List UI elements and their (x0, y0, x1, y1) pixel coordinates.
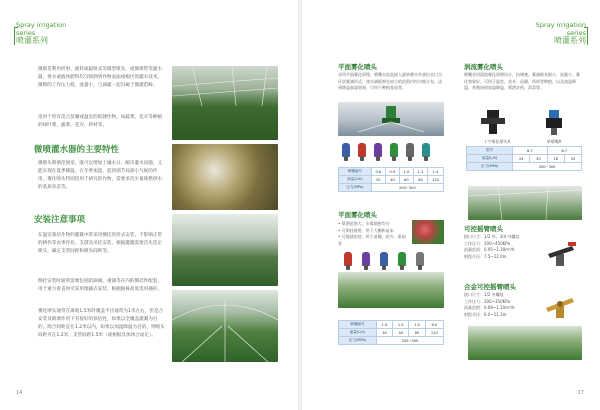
table-row (467, 155, 582, 163)
table-row (339, 184, 444, 192)
table-cell: 1.2 (413, 168, 427, 176)
table-row (339, 168, 444, 176)
table-cell: 0.9 (385, 168, 399, 176)
list-item: 工作压力：200~350KPa (464, 298, 510, 304)
table-row (467, 147, 582, 155)
list-item: 接口尺寸：1/2 外螺纹 (464, 292, 504, 297)
intro-paragraph: 微喷是利用折射、旋转或辐射式等微型喷头，或微喷带等灌水器，将水或液体肥料均匀喷洒到作物表面或根区的灌水技术。微喷的工作压力低，流量小，与滴灌一起归属于微灌范畴。 (38, 67, 163, 88)
table-cell: 喷嘴编号 (339, 168, 372, 176)
field-irrigation-photo (468, 326, 582, 360)
greenhouse-interior-photo (172, 214, 278, 286)
page-number-left: 14 (16, 390, 23, 396)
flat-mist-bullets (338, 221, 408, 247)
header-left (16, 22, 86, 45)
nozzle-red-icon (358, 143, 366, 157)
table-cell: 40 (393, 329, 409, 337)
table-cell: 40 (385, 176, 399, 184)
table-cell: 1.5 (409, 321, 425, 329)
rocker-spec-list (464, 234, 534, 260)
header-right-cn: 喷灌系列 (554, 36, 586, 45)
product-desc-flat-mist: 采用平面雾化原理，喷嘴水流直接入旋转喷头外部出水口呈环状雾滴形式，使水滴能够在较小的范围内均匀地分布，达到降温加湿效果，可用于种植育苗等。 (338, 72, 442, 91)
table-cell: 流量(L/h) (467, 155, 513, 163)
product-title-alloy-rocker: 合金可控摇臂喷头 (464, 283, 516, 291)
vortex-nozzle-a-photo (477, 108, 509, 138)
right-page (302, 0, 600, 410)
table-cell: 1.0 (376, 321, 392, 329)
table-cell: 压力(MPa) (467, 163, 513, 171)
greenhouse-frame-icon (172, 66, 278, 140)
table-cell: 60 (399, 176, 413, 184)
greenhouse-rows-photo (172, 290, 278, 362)
flat-mist-nozzle-photo (338, 102, 444, 136)
nozzle-blue-icon-2 (380, 252, 388, 266)
list-item: 流量范围：0.95~1.30m³/h (464, 247, 515, 253)
greenhouse-arch-icon (172, 290, 278, 362)
list-item: 射程半径：6.0~11.2m (464, 311, 507, 317)
table-cell: 喷嘴编号 (339, 321, 377, 329)
rose-garden-photo (412, 220, 444, 244)
vortex-greenhouse-photo (468, 186, 582, 220)
install-paragraph-1: 在温室栽培作物的灌溉中常采用倒挂的形式安装，不影响正常的耕作等农事作业，支撑及吊挂安装，根据灌溉需要首先选定喷头，确定支管间距和喷头间距等。 (38, 233, 163, 254)
product-title-vortex-mist: 涡流雾化喷头 (464, 63, 503, 71)
table-cell: 1.4 (428, 168, 444, 176)
install-paragraph-2: 倒挂安装时通常需要包括防滴阀，重锤等在内的倒挂件配套，用于重力垂直时可采用地插式安装，根据植株高度选用插杆。 (38, 279, 163, 292)
vortex-nozzle-b-photo (538, 108, 570, 138)
table-cell: 30 (376, 329, 392, 337)
table-cell: 30 (530, 155, 547, 163)
table-cell: 8.7 (513, 147, 547, 155)
page-number-right: 17 (577, 390, 584, 396)
table-cell: 型号 (467, 147, 513, 155)
nozzle-purple-icon-2 (362, 252, 370, 266)
table-cell: 流量(L/h) (339, 176, 372, 184)
nozzle-blue-icon (342, 143, 350, 157)
list-item: 流量范围：0.69~1.10m³/h (464, 305, 515, 311)
section-title-features: 微喷灌水器的主要特性 (34, 145, 120, 155)
table-cell: 24 (513, 155, 530, 163)
table-cell: 6.7 (547, 147, 581, 155)
section-title-install: 安装注意事项 (34, 215, 86, 225)
nozzle-green-icon (390, 143, 398, 157)
table-row (339, 176, 444, 184)
nozzle-purple-icon (374, 143, 382, 157)
table-cell: 200~300 (371, 184, 443, 192)
product-title-flat-mist: 平面雾化喷头 (338, 63, 377, 71)
alloy-sprinkler-icon (538, 288, 582, 320)
table-cell: 6.0 (425, 321, 443, 329)
vortex-nozzle-a-label: 十字雾化喷头A (483, 139, 511, 144)
table-cell: 1.0 (399, 168, 413, 176)
nozzle-red-icon-2 (344, 252, 352, 266)
nozzle-gray-icon (406, 143, 414, 157)
table-cell: 200~300 (513, 163, 582, 171)
cross-nozzle-icon (477, 108, 509, 138)
product-desc-vortex-mist: 喷嘴采用涡流雾化原理设计，抗堵塞，雾滴极其细小，流量小，雾化效果好，可用于温室、花卉、苗圃、药材等种植，以及加湿降温、养殖场的加湿降温，喷洒农药、消毒等。 (464, 72, 580, 91)
table-cell: 20 (371, 176, 385, 184)
nozzle-green-icon-2 (398, 252, 406, 266)
install-paragraph-3: 雾化喷头通常在离地1.5米时覆盖半径通常为1米左右，但是合安装及喷洒作用下有很好的预估性，如果以全覆盖灌溉为目的，组合间距宜在1.2米以内，如果以加湿降温为目的，则喷头间距可在1.2米，支管间距1.5米（或根据具体场合而定）。 (38, 309, 165, 338)
table-cell: 200~300 (376, 337, 443, 345)
table-cell: 80 (413, 176, 427, 184)
table-cell: 压力(MPa) (339, 184, 372, 192)
table-cell: 33 (564, 155, 581, 163)
alloy-sprinkler-photo (538, 288, 582, 320)
vortex-spec-table (466, 146, 582, 171)
flat-mist-spec-table-2 (338, 320, 444, 345)
rocker-sprinkler-icon (538, 236, 582, 268)
list-item: • 喷洒范围大，水雾细密均匀 (338, 221, 390, 226)
table-cell: 0.6 (371, 168, 385, 176)
greenhouse-seedlings-photo (172, 66, 278, 140)
alloy-rocker-spec-list (464, 292, 534, 318)
intro-paragraph-2: 适用于所有适合苗圃或温室的低矮作物，如蔬菜，花卉等种植的绿叶菜、蔬菜、花卉、药材等。 (38, 115, 163, 128)
table-cell: 1.5 (393, 321, 409, 329)
nozzle-closeup-icon (338, 102, 444, 136)
list-item: • 可地插安装，用于苗圃、花卉、果园等 (338, 234, 406, 246)
greenhouse-beams-icon (468, 186, 582, 220)
mist-spray-photo (172, 144, 278, 210)
header-left-cn: 喷灌系列 (16, 36, 48, 45)
header-right-en: Spray irrigation series (535, 21, 586, 37)
vortex-nozzle-b-label: 单喷嘴A (546, 139, 562, 144)
table-cell: 120 (428, 176, 444, 184)
rocker-sprinkler-photo (538, 236, 582, 268)
table-cell: 60 (409, 329, 425, 337)
garden-spray-photo (338, 272, 444, 308)
single-nozzle-icon (538, 108, 570, 138)
list-item: 工作压力：200~450KPa (464, 240, 510, 246)
header-right (516, 22, 586, 45)
left-page (0, 0, 298, 410)
list-item: 射程半径：7.5~12.0m (464, 253, 507, 259)
table-row (339, 321, 444, 329)
list-item: • 可倒挂使用，用于大棚和苗床 (338, 227, 394, 233)
product-title-rocker: 可控摇臂喷头 (464, 225, 503, 233)
table-row (467, 163, 582, 171)
flat-mist-spec-table (338, 167, 444, 192)
header-left-en: Spray irrigation series (16, 21, 67, 37)
list-item: 接口尺寸：1/2 外，3/4 内螺纹 (464, 234, 520, 239)
nozzle-teal-icon (422, 143, 430, 157)
table-row (339, 329, 444, 337)
table-cell: 流量(L/h) (339, 329, 377, 337)
features-paragraph: 微喷头喷洒范围宽，既可以增加土壤水分，解决灌水问题，又能实现在夏季降温、在冬季加湿，起到调节局部小气候的作用。雾化喷头特别适用于研究的作物，需要多次少量频繁供水的基质育苗等。 (38, 161, 163, 190)
nozzle-gray-icon-2 (416, 252, 424, 266)
table-cell: 120 (425, 329, 443, 337)
table-cell: 18 (547, 155, 564, 163)
table-cell: 压力(MPa) (339, 337, 377, 345)
table-row (339, 337, 444, 345)
product-title-flat-mist-2: 平面雾化喷头 (338, 211, 377, 219)
